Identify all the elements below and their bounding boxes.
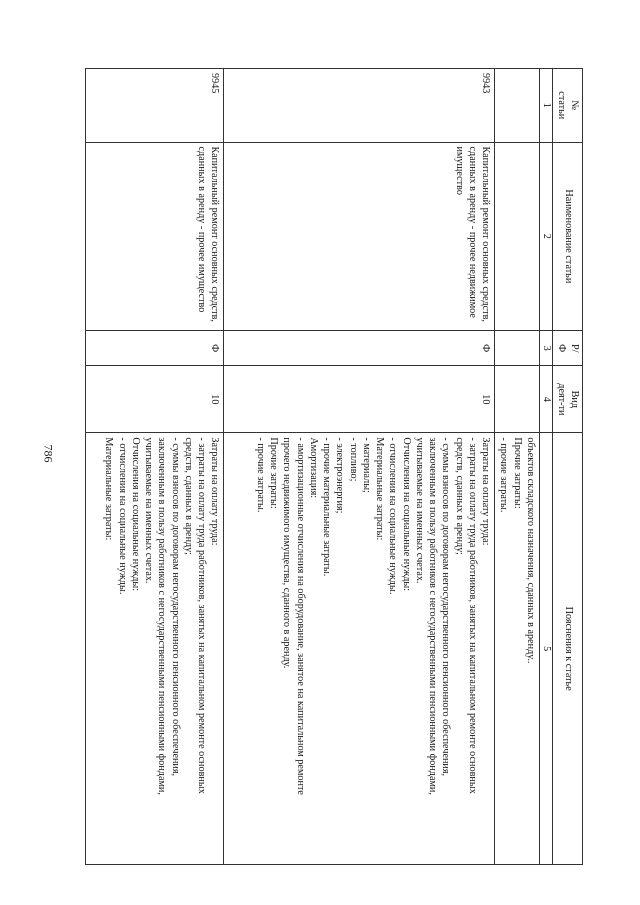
header-activity-type: Вид деят-ти xyxy=(553,366,583,433)
explanation-line: заключенным в пользу работников с негосударственными пенсионными фондами, xyxy=(427,437,439,795)
header-article-number: № статьи xyxy=(553,69,583,143)
table-row xyxy=(224,69,495,865)
article-table xyxy=(85,68,583,865)
explanation-line: объектов складского назначения, сданных в аренду.. xyxy=(525,437,536,664)
table-cell xyxy=(495,331,540,366)
explanation-line: заключенным в пользу работников с негосударственными пенсионными фондами, xyxy=(156,437,168,795)
explanation-line: - суммы взносов по договорам негосударственного пенсионного обеспечения, xyxy=(169,437,181,777)
table-cell xyxy=(495,142,540,331)
page-number: 786 xyxy=(41,444,56,463)
explanation-line: - амортизационные отчисления на оборудование, занятое на капитальном ремонте xyxy=(294,437,306,795)
explanation-line: - прочие затраты. xyxy=(498,437,510,513)
header-article-name: Наименование статьи xyxy=(553,142,583,331)
explanation-line: средств, сданных в аренду; xyxy=(182,437,194,556)
explanation-line: - отчисления на социальные нужды. xyxy=(387,437,399,595)
explanation-line: Отчисления на социальные нужды: xyxy=(400,437,412,592)
explanation-line: - затраты на оплату труда работников, занятых на капитальном ремонте основных xyxy=(467,437,478,794)
table-row xyxy=(86,69,224,865)
explanation-line: - отчисления на социальные нужды. xyxy=(116,437,128,595)
explanation-line: средств, сданных в аренду; xyxy=(453,437,465,556)
explanation-line: Прочие затраты: xyxy=(511,437,523,509)
explanation-line: Материальные затраты: xyxy=(374,437,386,541)
continuation-row xyxy=(495,69,540,865)
header-row xyxy=(553,69,583,865)
activity-value: 10 xyxy=(86,366,224,433)
explanation-line: Материальные затраты: xyxy=(103,437,115,541)
explanation-line: - материалы; xyxy=(361,437,372,493)
explanation-line: прочего недвижимого имущества, сданного в аренду. xyxy=(281,437,293,669)
explanation-line: Прочие затраты: xyxy=(268,437,280,509)
table-cell xyxy=(495,366,540,433)
explanation-line: - прочие затраты. xyxy=(255,437,266,513)
header-rf: Р/ Ф xyxy=(553,331,583,366)
column-number: 2 xyxy=(540,142,553,331)
column-number: 5 xyxy=(540,433,553,865)
explanation-line: - суммы взносов по договорам негосударственного пенсионного обеспечения, xyxy=(440,437,452,777)
column-number: 1 xyxy=(540,69,553,143)
article-code: 9943 xyxy=(224,69,495,143)
explanation-line: - топливо; xyxy=(347,437,359,482)
explanation-line: Амортизация: xyxy=(308,437,319,499)
explanation-line: Затраты на оплату труда: xyxy=(209,437,221,546)
explanation-line: учитываемые на именных счетах. xyxy=(414,437,425,584)
rotated-table-container xyxy=(85,68,583,865)
explanation-cell xyxy=(224,433,495,865)
explanation-line: - электроэнергия; xyxy=(334,437,346,514)
explanation-line: Затраты на оплату труда: xyxy=(480,437,492,546)
column-number: 4 xyxy=(540,366,553,433)
explanation-line: учитываемые на именных счетах. xyxy=(143,437,155,584)
rf-value: Ф xyxy=(224,331,495,366)
column-number-row xyxy=(540,69,553,865)
activity-value: 10 xyxy=(224,366,495,433)
rf-value: Ф xyxy=(86,331,224,366)
column-number: 3 xyxy=(540,331,553,366)
explanation-cell xyxy=(495,433,540,865)
table-cell xyxy=(495,69,540,143)
explanation-cell xyxy=(86,433,224,865)
explanation-line: - затраты на оплату труда работников, занятых на капитальном ремонте основных xyxy=(196,437,208,794)
article-name: Капитальный ремонт основных средств, сданных в аренду - прочее имущество xyxy=(86,142,224,331)
article-code: 9945 xyxy=(86,69,224,143)
article-name: Капитальный ремонт основных средств, сданных в аренду - прочее недвижимое имущество xyxy=(224,142,495,331)
explanation-line: - прочие материальные затраты. xyxy=(321,437,333,577)
explanation-line: Отчисления на социальные нужды: xyxy=(129,437,141,592)
header-explanations: Пояснения к статье xyxy=(553,433,583,865)
